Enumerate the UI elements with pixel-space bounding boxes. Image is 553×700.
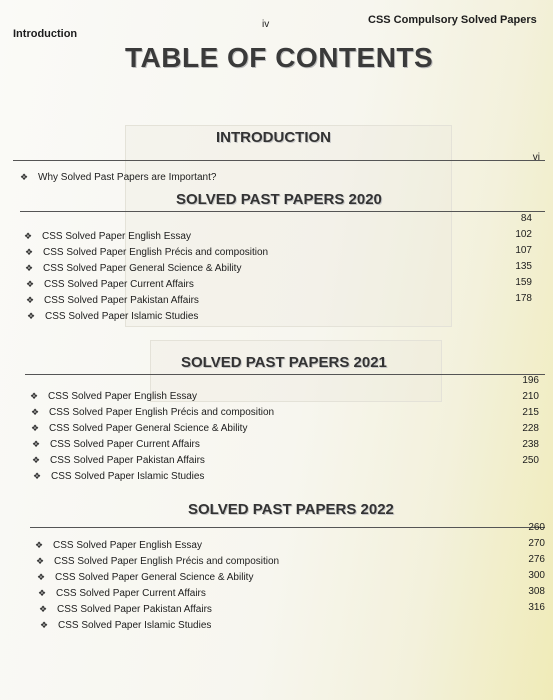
section-rule: [30, 527, 545, 528]
page-number: iv: [262, 19, 270, 30]
toc-item[interactable]: [30, 391, 197, 402]
diamond-bullet-icon: ❖: [25, 247, 34, 257]
diamond-bullet-icon: ❖: [31, 423, 40, 433]
toc-item[interactable]: [31, 407, 274, 418]
diamond-bullet-icon: ❖: [27, 311, 36, 321]
diamond-bullet-icon: ❖: [26, 295, 35, 305]
toc-item[interactable]: [20, 172, 216, 183]
toc-page-number: 107: [515, 245, 532, 256]
toc-item[interactable]: [39, 604, 212, 615]
toc-page-number: 102: [515, 229, 532, 240]
toc-page-number: 260: [528, 522, 545, 533]
toc-item[interactable]: [36, 556, 279, 567]
toc-item-label: CSS Solved Paper Current Affairs: [44, 279, 194, 290]
toc-item[interactable]: [32, 455, 205, 466]
section-rule: [20, 211, 545, 212]
toc-item[interactable]: [27, 311, 198, 322]
toc-item[interactable]: [31, 423, 247, 434]
diamond-bullet-icon: ❖: [40, 620, 49, 630]
toc-item-label: CSS Solved Paper Islamic Studies: [58, 620, 212, 631]
toc-page-number: 300: [528, 570, 545, 581]
toc-item-label: CSS Solved Paper General Science & Ability: [43, 263, 242, 274]
diamond-bullet-icon: ❖: [38, 588, 47, 598]
diamond-bullet-icon: ❖: [24, 231, 33, 241]
toc-item-label: CSS Solved Paper Pakistan Affairs: [57, 604, 212, 615]
section-heading-2022: SOLVED PAST PAPERS 2022: [188, 501, 394, 518]
toc-item[interactable]: [35, 540, 202, 551]
toc-item[interactable]: [24, 231, 191, 242]
diamond-bullet-icon: ❖: [26, 279, 35, 289]
diamond-bullet-icon: ❖: [30, 391, 39, 401]
toc-page-number: 270: [528, 538, 545, 549]
toc-item[interactable]: [37, 572, 253, 583]
toc-item-label: CSS Solved Paper Islamic Studies: [51, 471, 205, 482]
toc-page-number: 135: [515, 261, 532, 272]
toc-page-number: 228: [522, 423, 539, 434]
section-heading-introduction: INTRODUCTION: [216, 129, 331, 146]
toc-page-number: 276: [528, 554, 545, 565]
toc-page-number: 178: [515, 293, 532, 304]
section-rule: [13, 160, 545, 161]
running-header-right: CSS Compulsory Solved Papers: [368, 14, 537, 26]
toc-item-label: CSS Solved Paper Pakistan Affairs: [50, 455, 205, 466]
toc-page-number: 84: [520, 213, 532, 224]
toc-item-label: CSS Solved Paper General Science & Ability: [55, 572, 254, 583]
toc-page-number: 159: [515, 277, 532, 288]
diamond-bullet-icon: ❖: [32, 455, 41, 465]
diamond-bullet-icon: ❖: [37, 572, 46, 582]
toc-item-label: CSS Solved Paper Current Affairs: [50, 439, 200, 450]
toc-page-number: 250: [522, 455, 539, 466]
toc-item[interactable]: [26, 279, 194, 290]
toc-item-label: CSS Solved Paper English Essay: [53, 540, 202, 551]
toc-item-label: CSS Solved Paper Current Affairs: [56, 588, 206, 599]
toc-item-label: CSS Solved Paper English Précis and composition: [43, 247, 269, 258]
diamond-bullet-icon: ❖: [31, 407, 40, 417]
diamond-bullet-icon: ❖: [32, 439, 41, 449]
toc-item-label: CSS Solved Paper English Essay: [42, 231, 191, 242]
toc-item[interactable]: [25, 247, 268, 258]
running-header-left: Introduction: [13, 28, 78, 40]
toc-item[interactable]: [40, 620, 211, 631]
toc-page-number: 210: [522, 391, 539, 402]
toc-page-number: 308: [528, 586, 545, 597]
toc-item-label: CSS Solved Paper English Essay: [48, 391, 197, 402]
toc-item[interactable]: [25, 263, 241, 274]
diamond-bullet-icon: ❖: [39, 604, 48, 614]
toc-page-number: 238: [522, 439, 539, 450]
toc-item-label: CSS Solved Paper Islamic Studies: [45, 311, 199, 322]
toc-item-label: CSS Solved Paper Pakistan Affairs: [44, 295, 199, 306]
toc-item-label: Why Solved Past Papers are Important?: [38, 172, 217, 183]
toc-item[interactable]: [33, 471, 204, 482]
toc-page-number: 316: [528, 602, 545, 613]
diamond-bullet-icon: ❖: [36, 556, 45, 566]
section-rule: [25, 374, 545, 375]
toc-item-label: CSS Solved Paper English Précis and composition: [49, 407, 275, 418]
toc-item-label: CSS Solved Paper General Science & Ability: [49, 423, 248, 434]
toc-item-label: CSS Solved Paper English Précis and composition: [54, 556, 280, 567]
diamond-bullet-icon: ❖: [20, 172, 29, 182]
toc-page-number: 196: [522, 375, 539, 386]
diamond-bullet-icon: ❖: [25, 263, 34, 273]
toc-item[interactable]: [26, 295, 199, 306]
toc-item[interactable]: [32, 439, 200, 450]
toc-item[interactable]: [38, 588, 206, 599]
toc-page-number: 215: [522, 407, 539, 418]
diamond-bullet-icon: ❖: [33, 471, 42, 481]
page-title: TABLE OF CONTENTS: [125, 42, 434, 73]
section-heading-2021: SOLVED PAST PAPERS 2021: [181, 354, 387, 371]
toc-page-number: vi: [532, 152, 540, 163]
diamond-bullet-icon: ❖: [35, 540, 44, 550]
section-heading-2020: SOLVED PAST PAPERS 2020: [176, 191, 382, 208]
